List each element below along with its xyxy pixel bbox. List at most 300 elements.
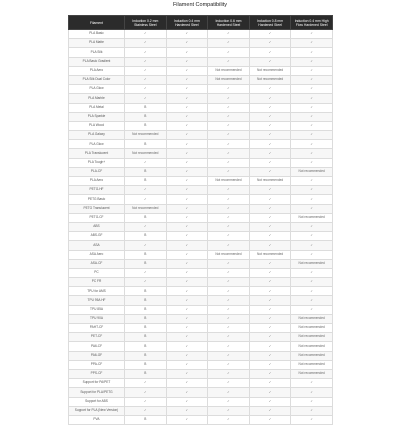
compatibility-cell: ✓ xyxy=(208,259,250,268)
compatibility-cell: ✓ xyxy=(208,186,250,195)
compatibility-cell: ✓ xyxy=(249,296,291,305)
table-row xyxy=(69,324,333,333)
compatibility-cell: ✓ xyxy=(166,379,208,388)
compatibility-cell: ✓ xyxy=(291,250,333,259)
compatibility-cell: ✓ xyxy=(166,222,208,231)
table-row xyxy=(69,278,333,287)
table-row xyxy=(69,30,333,39)
table-row xyxy=(69,177,333,186)
compatibility-cell: ✓ xyxy=(291,406,333,415)
compatibility-cell: ✓ xyxy=(291,415,333,424)
compatibility-cell: Not recommended xyxy=(291,351,333,360)
compatibility-cell: ✓ xyxy=(208,204,250,213)
filament-name-cell: TPU for AMS xyxy=(69,287,125,296)
compatibility-cell: ✓ xyxy=(125,406,167,415)
compatibility-cell: ✓ xyxy=(291,177,333,186)
compatibility-cell: B xyxy=(125,360,167,369)
compatibility-cell: ✓ xyxy=(208,39,250,48)
compatibility-cell: ✓ xyxy=(208,324,250,333)
compatibility-cell: ✓ xyxy=(166,177,208,186)
compatibility-cell: ✓ xyxy=(249,57,291,66)
filament-name-cell: PLA Tough+ xyxy=(69,158,125,167)
compatibility-cell: ✓ xyxy=(125,39,167,48)
filament-name-cell: PVA xyxy=(69,415,125,424)
compatibility-cell: ✓ xyxy=(208,305,250,314)
compatibility-cell: Not recommended xyxy=(249,177,291,186)
compatibility-cell: ✓ xyxy=(249,232,291,241)
compatibility-cell: ✓ xyxy=(166,296,208,305)
filament-name-cell: Support for ABS xyxy=(69,397,125,406)
table-row xyxy=(69,360,333,369)
compatibility-cell: ✓ xyxy=(249,351,291,360)
compatibility-cell: ✓ xyxy=(208,103,250,112)
compatibility-cell: ✓ xyxy=(125,268,167,277)
compatibility-cell: ✓ xyxy=(166,406,208,415)
compatibility-cell: ✓ xyxy=(125,30,167,39)
compatibility-cell: ✓ xyxy=(249,241,291,250)
compatibility-cell: ✓ xyxy=(249,149,291,158)
table-row xyxy=(69,121,333,130)
compatibility-cell: ✓ xyxy=(291,397,333,406)
filament-name-cell: PLA Basic xyxy=(69,30,125,39)
compatibility-cell: ✓ xyxy=(166,103,208,112)
compatibility-cell: ✓ xyxy=(166,121,208,130)
filament-name-cell: PETG Translucent xyxy=(69,204,125,213)
compatibility-cell: Not recommended xyxy=(208,250,250,259)
compatibility-cell: ✓ xyxy=(291,140,333,149)
compatibility-cell: B xyxy=(125,342,167,351)
table-row xyxy=(69,158,333,167)
table-row xyxy=(69,250,333,259)
compatibility-cell: ✓ xyxy=(208,48,250,57)
table-row xyxy=(69,131,333,140)
column-header: Induction 0.4 mm Hardened Steel xyxy=(166,16,208,30)
table-row xyxy=(69,186,333,195)
compatibility-cell: ✓ xyxy=(249,333,291,342)
compatibility-cell: ✓ xyxy=(125,222,167,231)
compatibility-cell: ✓ xyxy=(166,48,208,57)
compatibility-cell: ✓ xyxy=(166,287,208,296)
table-row xyxy=(69,333,333,342)
filament-name-cell: PLA Aero xyxy=(69,66,125,75)
compatibility-cell: ✓ xyxy=(166,314,208,323)
compatibility-cell: ✓ xyxy=(166,333,208,342)
compatibility-cell: ✓ xyxy=(166,397,208,406)
table-row xyxy=(69,167,333,176)
compatibility-cell: ✓ xyxy=(208,379,250,388)
compatibility-cell: Not recommended xyxy=(291,369,333,378)
filament-name-cell: PET-CF xyxy=(69,333,125,342)
table-row xyxy=(69,342,333,351)
compatibility-cell: ✓ xyxy=(291,94,333,103)
table-row xyxy=(69,75,333,84)
column-header: Filament xyxy=(69,16,125,30)
table-row xyxy=(69,222,333,231)
filament-name-cell: Support for PA/PET xyxy=(69,379,125,388)
compatibility-cell: ✓ xyxy=(291,158,333,167)
filament-name-cell: PLA-CF xyxy=(69,167,125,176)
compatibility-cell: ✓ xyxy=(249,259,291,268)
filament-name-cell: TPU 85A xyxy=(69,305,125,314)
compatibility-cell: ✓ xyxy=(208,369,250,378)
filament-name-cell: Support for PLA (New Version) xyxy=(69,406,125,415)
filament-name-cell: PLA Basic Gradient xyxy=(69,57,125,66)
compatibility-cell: ✓ xyxy=(208,397,250,406)
compatibility-cell: ✓ xyxy=(166,415,208,424)
table-row xyxy=(69,406,333,415)
compatibility-cell: ✓ xyxy=(249,158,291,167)
table-row xyxy=(69,415,333,424)
compatibility-cell: ✓ xyxy=(249,379,291,388)
compatibility-cell: ✓ xyxy=(208,333,250,342)
compatibility-cell: ✓ xyxy=(249,305,291,314)
compatibility-cell: ✓ xyxy=(208,131,250,140)
compatibility-cell: ✓ xyxy=(249,103,291,112)
compatibility-cell: ✓ xyxy=(166,195,208,204)
compatibility-cell: ✓ xyxy=(125,48,167,57)
compatibility-cell: B xyxy=(125,213,167,222)
compatibility-cell: ✓ xyxy=(166,369,208,378)
compatibility-cell: ✓ xyxy=(291,287,333,296)
compatibility-cell: ✓ xyxy=(208,85,250,94)
compatibility-cell: ✓ xyxy=(166,167,208,176)
compatibility-cell: Not recommended xyxy=(291,360,333,369)
filament-name-cell: PC FR xyxy=(69,278,125,287)
compatibility-cell: ✓ xyxy=(208,388,250,397)
table-row xyxy=(69,351,333,360)
compatibility-cell: B xyxy=(125,250,167,259)
compatibility-cell: ✓ xyxy=(125,57,167,66)
compatibility-cell: ✓ xyxy=(166,278,208,287)
compatibility-cell: ✓ xyxy=(249,369,291,378)
table-row xyxy=(69,103,333,112)
compatibility-cell: ✓ xyxy=(249,324,291,333)
compatibility-cell: ✓ xyxy=(249,415,291,424)
compatibility-table xyxy=(68,15,333,425)
filament-name-cell: PAHT-CF xyxy=(69,324,125,333)
table-row xyxy=(69,149,333,158)
compatibility-cell: ✓ xyxy=(291,30,333,39)
compatibility-cell: ✓ xyxy=(249,121,291,130)
compatibility-cell: ✓ xyxy=(166,351,208,360)
filament-name-cell: PETG-HF xyxy=(69,186,125,195)
compatibility-cell: ✓ xyxy=(166,241,208,250)
table-row xyxy=(69,39,333,48)
filament-name-cell: PPA-CF xyxy=(69,360,125,369)
compatibility-cell: ✓ xyxy=(249,287,291,296)
filament-name-cell: PLA Aero xyxy=(69,177,125,186)
column-header: Induction 0.2 mm Stainless Steel xyxy=(125,16,167,30)
compatibility-cell: ✓ xyxy=(166,131,208,140)
compatibility-cell: ✓ xyxy=(166,186,208,195)
compatibility-cell: ✓ xyxy=(208,351,250,360)
compatibility-cell: ✓ xyxy=(291,195,333,204)
compatibility-cell: ✓ xyxy=(166,388,208,397)
compatibility-cell: ✓ xyxy=(291,278,333,287)
compatibility-cell: ✓ xyxy=(249,268,291,277)
compatibility-cell: ✓ xyxy=(249,131,291,140)
compatibility-cell: B xyxy=(125,415,167,424)
compatibility-cell: Not recommended xyxy=(291,342,333,351)
filament-name-cell: PETG-CF xyxy=(69,213,125,222)
compatibility-cell: ✓ xyxy=(166,149,208,158)
compatibility-cell: ✓ xyxy=(166,360,208,369)
filament-name-cell: PLA Marble xyxy=(69,94,125,103)
table-row xyxy=(69,305,333,314)
compatibility-cell: ✓ xyxy=(208,232,250,241)
filament-name-cell: PLA Translucent xyxy=(69,149,125,158)
compatibility-cell: Not recommended xyxy=(208,177,250,186)
filament-name-cell: PC xyxy=(69,268,125,277)
table-header xyxy=(69,16,333,30)
compatibility-cell: ✓ xyxy=(208,287,250,296)
compatibility-cell: ✓ xyxy=(249,397,291,406)
compatibility-cell: ✓ xyxy=(291,379,333,388)
compatibility-cell: ✓ xyxy=(291,85,333,94)
compatibility-cell: ✓ xyxy=(166,158,208,167)
compatibility-cell: ✓ xyxy=(166,57,208,66)
filament-name-cell: PLA Matte xyxy=(69,39,125,48)
filament-name-cell: ASA-CF xyxy=(69,259,125,268)
compatibility-cell: ✓ xyxy=(291,48,333,57)
compatibility-cell: Not recommended xyxy=(291,324,333,333)
compatibility-cell: ✓ xyxy=(249,204,291,213)
compatibility-cell: ✓ xyxy=(125,186,167,195)
compatibility-cell: ✓ xyxy=(208,140,250,149)
compatibility-cell: ✓ xyxy=(166,30,208,39)
table-row xyxy=(69,388,333,397)
filament-name-cell: PA6-CF xyxy=(69,342,125,351)
filament-name-cell: ASA Aero xyxy=(69,250,125,259)
compatibility-cell: Not recommended xyxy=(291,213,333,222)
compatibility-cell: Not recommended xyxy=(249,66,291,75)
compatibility-cell: B xyxy=(125,112,167,121)
compatibility-cell: ✓ xyxy=(249,360,291,369)
compatibility-cell: ✓ xyxy=(291,131,333,140)
compatibility-cell: ✓ xyxy=(249,112,291,121)
compatibility-cell: ✓ xyxy=(208,158,250,167)
column-header: Induction 0.8 mm Hardened Steel xyxy=(249,16,291,30)
compatibility-cell: B xyxy=(125,232,167,241)
table-row xyxy=(69,397,333,406)
compatibility-cell: ✓ xyxy=(125,94,167,103)
compatibility-cell: Not recommended xyxy=(208,75,250,84)
compatibility-cell: ✓ xyxy=(125,379,167,388)
compatibility-cell: ✓ xyxy=(166,259,208,268)
filament-name-cell: ABS xyxy=(69,222,125,231)
filament-name-cell: PLA Sparkle xyxy=(69,112,125,121)
compatibility-cell: ✓ xyxy=(291,222,333,231)
filament-name-cell: TPU 95A HF xyxy=(69,296,125,305)
compatibility-cell: ✓ xyxy=(249,278,291,287)
compatibility-cell: ✓ xyxy=(291,121,333,130)
compatibility-cell: ✓ xyxy=(166,112,208,121)
compatibility-cell: ✓ xyxy=(291,39,333,48)
compatibility-cell: ✓ xyxy=(208,415,250,424)
compatibility-cell: ✓ xyxy=(291,103,333,112)
filament-name-cell: PLA Silk Dual Color xyxy=(69,75,125,84)
compatibility-cell: ✓ xyxy=(166,66,208,75)
header-row xyxy=(69,16,333,30)
compatibility-cell: ✓ xyxy=(125,85,167,94)
table-body xyxy=(69,30,333,425)
compatibility-cell: ✓ xyxy=(125,75,167,84)
table-row xyxy=(69,213,333,222)
compatibility-cell: ✓ xyxy=(208,121,250,130)
compatibility-cell: B xyxy=(125,369,167,378)
table-row xyxy=(69,204,333,213)
compatibility-cell: ✓ xyxy=(208,278,250,287)
compatibility-cell: ✓ xyxy=(249,388,291,397)
filament-name-cell: ASA xyxy=(69,241,125,250)
compatibility-cell: ✓ xyxy=(125,397,167,406)
compatibility-cell: ✓ xyxy=(166,140,208,149)
table-row xyxy=(69,369,333,378)
compatibility-cell: ✓ xyxy=(291,388,333,397)
compatibility-cell: ✓ xyxy=(125,158,167,167)
compatibility-cell: ✓ xyxy=(166,75,208,84)
compatibility-cell: ✓ xyxy=(166,85,208,94)
table-row xyxy=(69,314,333,323)
compatibility-cell: B xyxy=(125,121,167,130)
compatibility-cell: ✓ xyxy=(208,406,250,415)
table-row xyxy=(69,85,333,94)
compatibility-cell: ✓ xyxy=(249,222,291,231)
compatibility-cell: B xyxy=(125,177,167,186)
compatibility-cell: Not recommended xyxy=(208,66,250,75)
compatibility-cell: ✓ xyxy=(291,268,333,277)
compatibility-cell: ✓ xyxy=(249,85,291,94)
compatibility-cell: ✓ xyxy=(208,213,250,222)
compatibility-cell: ✓ xyxy=(291,75,333,84)
table-row xyxy=(69,48,333,57)
compatibility-cell: B xyxy=(125,314,167,323)
compatibility-cell: ✓ xyxy=(166,94,208,103)
compatibility-cell: ✓ xyxy=(166,232,208,241)
filament-name-cell: PLA Galaxy xyxy=(69,131,125,140)
compatibility-cell: B xyxy=(125,140,167,149)
filament-name-cell: PLA Metal xyxy=(69,103,125,112)
filament-name-cell: PLA Glow xyxy=(69,85,125,94)
compatibility-cell: B xyxy=(125,333,167,342)
compatibility-cell: ✓ xyxy=(208,57,250,66)
compatibility-cell: ✓ xyxy=(249,195,291,204)
table-row xyxy=(69,57,333,66)
column-header: Induction 0.6 mm Hardened Steel xyxy=(208,16,250,30)
compatibility-cell: ✓ xyxy=(249,30,291,39)
compatibility-cell: ✓ xyxy=(291,66,333,75)
compatibility-cell: Not recommended xyxy=(291,314,333,323)
filament-name-cell: PA6-GF xyxy=(69,351,125,360)
table-row xyxy=(69,241,333,250)
compatibility-cell: ✓ xyxy=(125,241,167,250)
compatibility-cell: Not recommended xyxy=(125,131,167,140)
compatibility-cell: ✓ xyxy=(166,342,208,351)
filament-name-cell: Support for PLA/PETG xyxy=(69,388,125,397)
compatibility-cell: B xyxy=(125,287,167,296)
compatibility-cell: ✓ xyxy=(208,149,250,158)
compatibility-cell: ✓ xyxy=(166,213,208,222)
compatibility-cell: ✓ xyxy=(208,112,250,121)
compatibility-cell: ✓ xyxy=(249,314,291,323)
compatibility-cell: ✓ xyxy=(208,94,250,103)
table-row xyxy=(69,259,333,268)
compatibility-cell: B xyxy=(125,259,167,268)
table-row xyxy=(69,66,333,75)
column-header: Induction 0.4 mm High Flow Hardened Steel xyxy=(291,16,333,30)
compatibility-cell: ✓ xyxy=(208,268,250,277)
compatibility-cell: ✓ xyxy=(166,204,208,213)
compatibility-cell: B xyxy=(125,103,167,112)
compatibility-cell: ✓ xyxy=(249,406,291,415)
compatibility-cell: ✓ xyxy=(208,241,250,250)
table-row xyxy=(69,195,333,204)
compatibility-cell: Not recommended xyxy=(249,75,291,84)
compatibility-cell: ✓ xyxy=(166,268,208,277)
compatibility-cell: ✓ xyxy=(291,232,333,241)
compatibility-cell: ✓ xyxy=(166,39,208,48)
table-row xyxy=(69,379,333,388)
compatibility-cell: ✓ xyxy=(291,305,333,314)
table-row xyxy=(69,296,333,305)
compatibility-cell: ✓ xyxy=(249,94,291,103)
compatibility-cell: ✓ xyxy=(249,48,291,57)
table-row xyxy=(69,140,333,149)
compatibility-cell: ✓ xyxy=(125,278,167,287)
compatibility-cell: ✓ xyxy=(249,186,291,195)
compatibility-cell: ✓ xyxy=(291,57,333,66)
table-row xyxy=(69,94,333,103)
compatibility-cell: ✓ xyxy=(249,140,291,149)
compatibility-cell: ✓ xyxy=(249,39,291,48)
compatibility-cell: ✓ xyxy=(208,342,250,351)
compatibility-cell: Not recommended xyxy=(291,259,333,268)
compatibility-cell: ✓ xyxy=(208,296,250,305)
compatibility-cell: Not recommended xyxy=(291,167,333,176)
compatibility-cell: Not recommended xyxy=(125,204,167,213)
compatibility-cell: ✓ xyxy=(249,342,291,351)
compatibility-cell: ✓ xyxy=(249,213,291,222)
table-row xyxy=(69,268,333,277)
compatibility-cell: ✓ xyxy=(125,388,167,397)
compatibility-cell: ✓ xyxy=(125,66,167,75)
table-row xyxy=(69,112,333,121)
compatibility-cell: ✓ xyxy=(291,186,333,195)
table-row xyxy=(69,232,333,241)
compatibility-cell: ✓ xyxy=(291,204,333,213)
compatibility-cell: ✓ xyxy=(166,250,208,259)
filament-name-cell: PPS-CF xyxy=(69,369,125,378)
compatibility-cell: ✓ xyxy=(125,195,167,204)
compatibility-cell: Not recommended xyxy=(291,333,333,342)
compatibility-cell: ✓ xyxy=(208,30,250,39)
compatibility-cell: ✓ xyxy=(208,195,250,204)
compatibility-cell: B xyxy=(125,296,167,305)
compatibility-cell: B xyxy=(125,351,167,360)
compatibility-cell: ✓ xyxy=(166,324,208,333)
compatibility-cell: Not recommended xyxy=(249,250,291,259)
compatibility-cell: ✓ xyxy=(291,149,333,158)
compatibility-cell: ✓ xyxy=(208,167,250,176)
compatibility-cell: B xyxy=(125,305,167,314)
compatibility-cell: ✓ xyxy=(249,167,291,176)
filament-name-cell: TPU 90A xyxy=(69,314,125,323)
table-row xyxy=(69,287,333,296)
compatibility-cell: B xyxy=(125,167,167,176)
compatibility-cell: B xyxy=(125,324,167,333)
compatibility-cell: ✓ xyxy=(208,222,250,231)
compatibility-cell: ✓ xyxy=(291,296,333,305)
